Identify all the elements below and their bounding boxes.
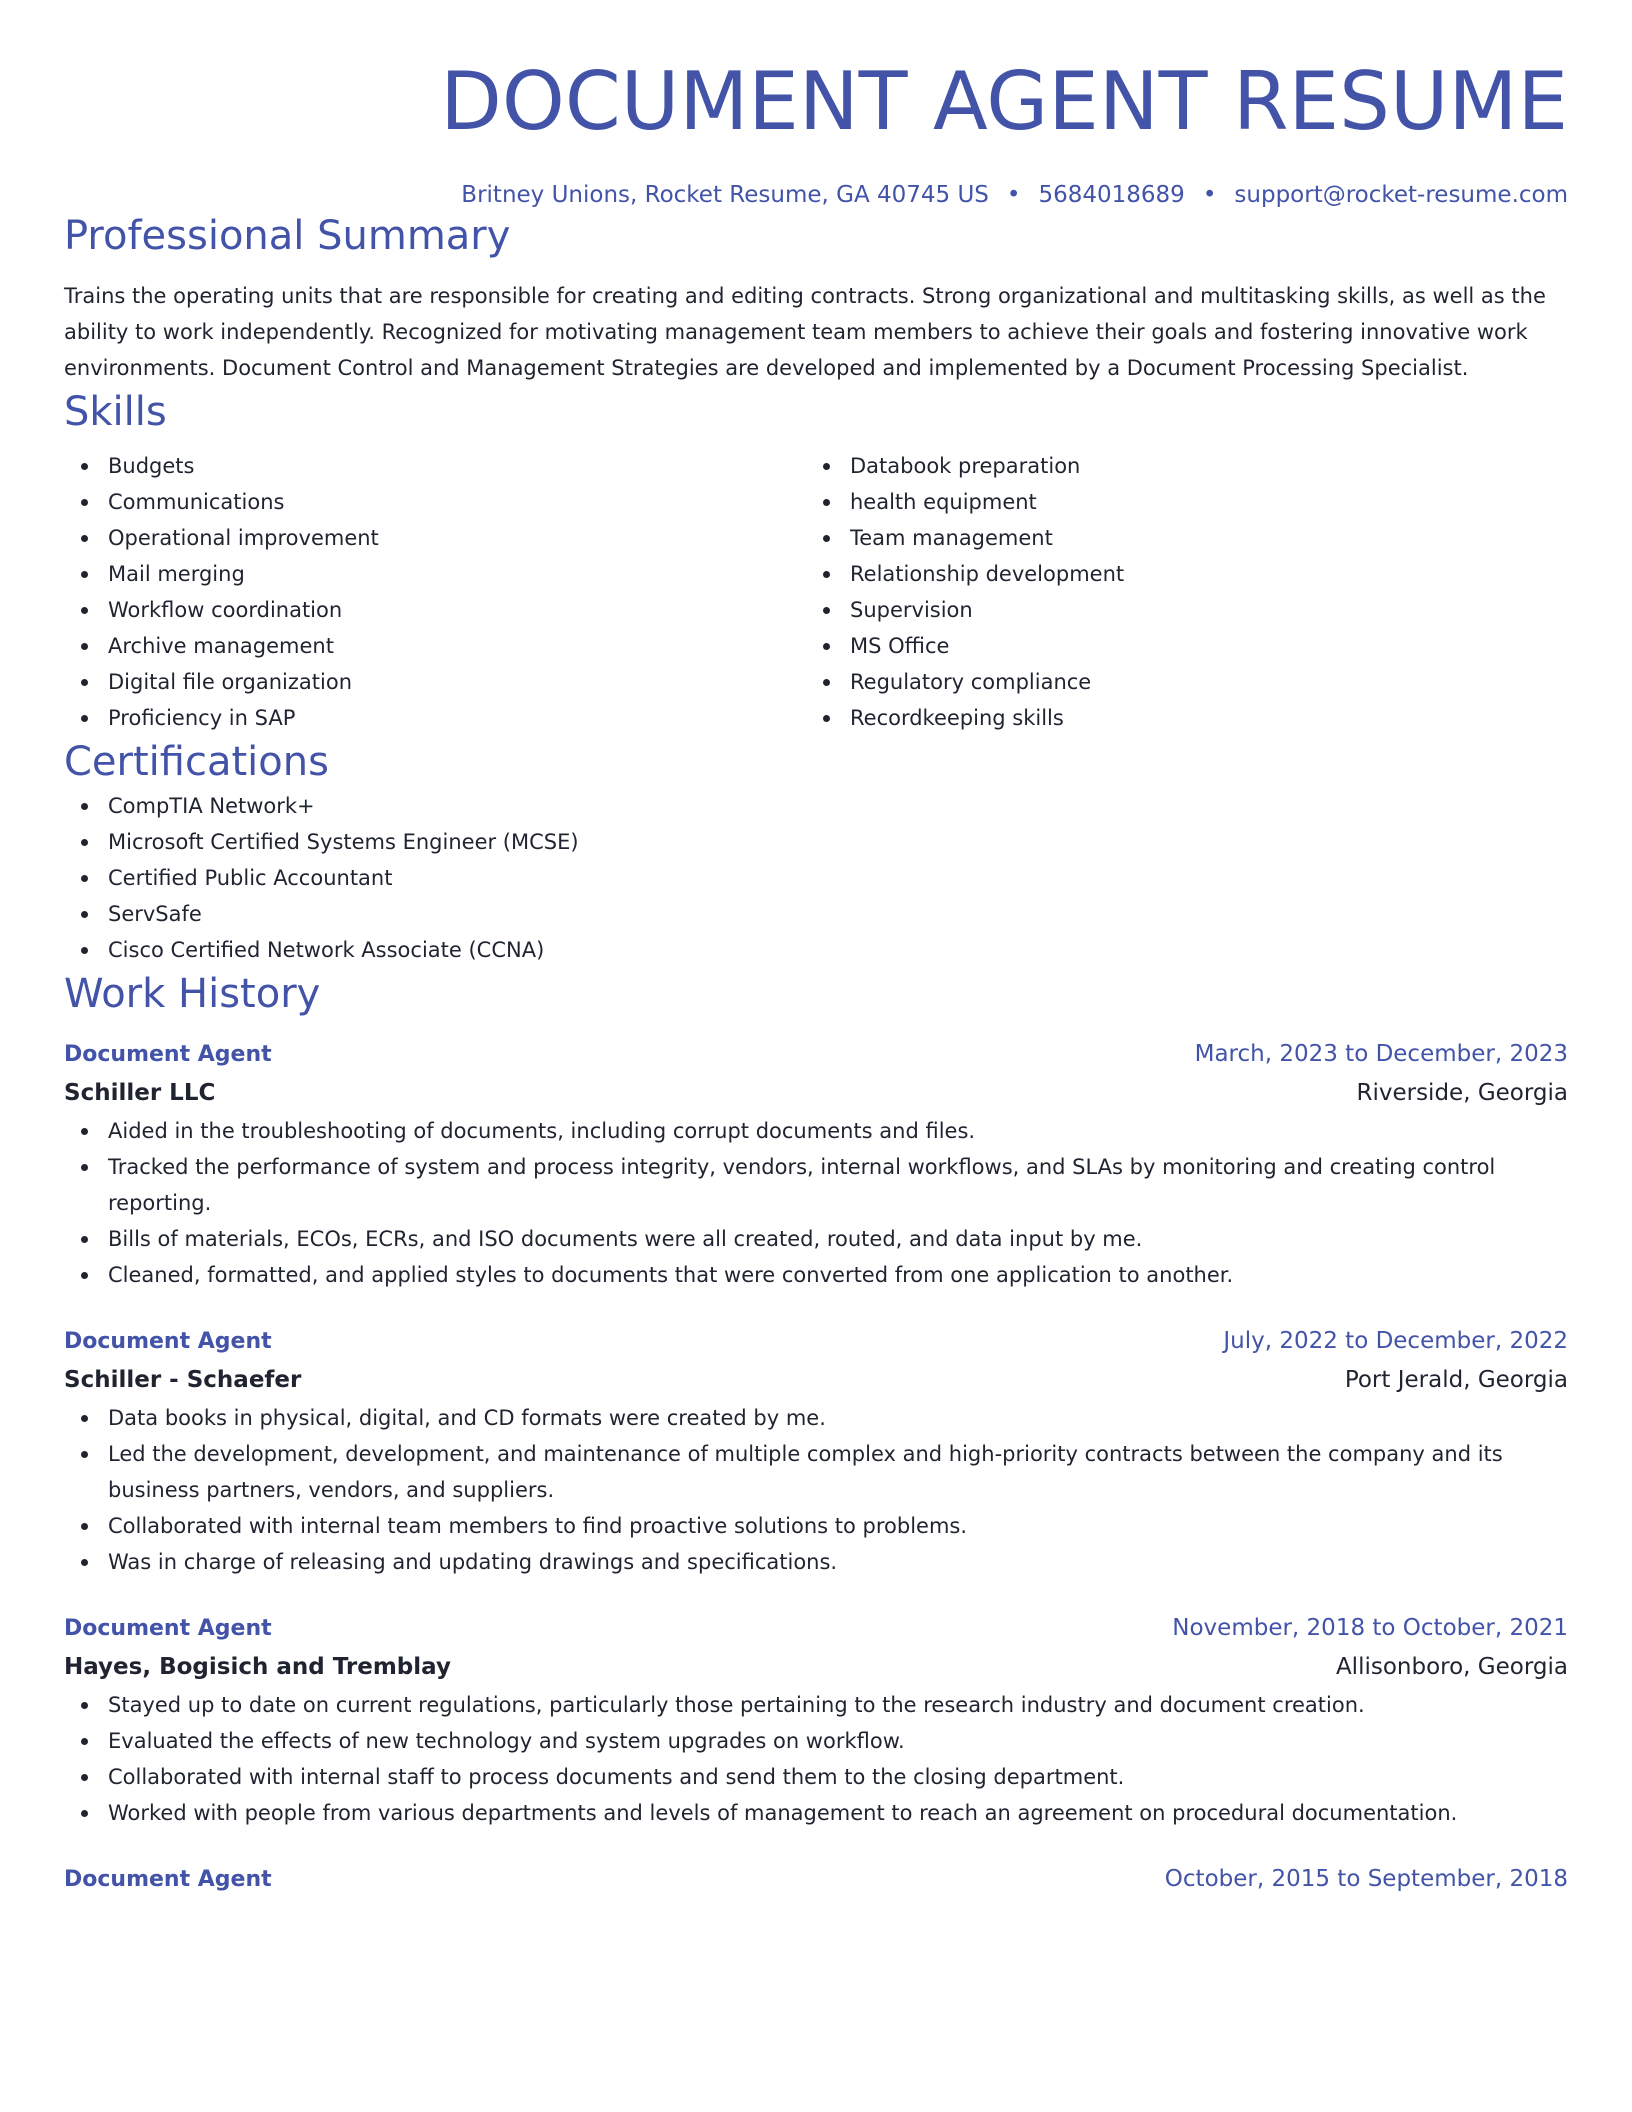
job-bullets [64,1400,1568,1580]
job-bullet: Evaluated the effects of new technology and system upgrades on workflow. [64,1723,1568,1759]
job-bullets [64,1113,1568,1293]
work-history-heading: Work History [64,971,321,1017]
skill-item: Recordkeeping skills [806,700,1548,736]
skill-item: Digital file organization [64,664,806,700]
summary-heading: Professional Summary [64,213,511,259]
skills-column-left [64,448,806,736]
skill-item: Operational improvement [64,520,806,556]
skill-item: Team management [806,520,1548,556]
job-location: Riverside, Georgia [1356,1080,1568,1106]
job-bullet: Aided in the troubleshooting of documents, including corrupt documents and files. [64,1113,1568,1149]
contact-email: support@rocket-resume.com [1234,182,1568,208]
skill-item: Budgets [64,448,806,484]
job-company-row [64,1647,1568,1687]
certification-item: Microsoft Certified Systems Engineer (MCSE) [64,824,1568,860]
skill-item: Regulatory compliance [806,664,1548,700]
job-location: Allisonboro, Georgia [1335,1654,1568,1680]
certifications-list [64,788,1568,968]
job-location: Port Jerald, Georgia [1344,1367,1568,1393]
skill-item: Databook preparation [806,448,1548,484]
job-bullet: Bills of materials, ECOs, ECRs, and ISO documents were all created, routed, and data input by me. [64,1221,1568,1257]
job-company: Schiller LLC [64,1080,216,1106]
certification-item: ServSafe [64,896,1568,932]
job-bullet: Cleaned, formatted, and applied styles to documents that were converted from one application to another. [64,1257,1568,1293]
job-bullet: Tracked the performance of system and process integrity, vendors, internal workflows, and SLAs by monitoring and creating control reporting. [64,1149,1568,1221]
job-header-row [64,1610,1568,1647]
skills-list-left [64,448,806,736]
job-bullet: Was in charge of releasing and updating drawings and specifications. [64,1544,1568,1580]
job-title: Document Agent [64,1616,272,1641]
job-company: Hayes, Bogisich and Tremblay [64,1654,451,1680]
skills-columns [64,448,1568,736]
contact-separator: • [1202,182,1217,208]
skills-column-right [806,448,1548,736]
job-dates: July, 2022 to December, 2022 [1223,1328,1568,1354]
job-entry [64,1861,1568,1897]
resume-page [64,0,1568,1897]
certifications-heading: Certifications [64,739,329,785]
summary-text: Trains the operating units that are responsible for creating and editing contracts. Strong organizational and multitasking skills, as well as the ability to work independently. Recognized for motivating management team members to achieve their goals and fostering innovative work environments. Document Control and Management Strategies are developed and implemented by a Document Processing Specialist. [64,284,1546,380]
skill-item: Archive management [64,628,806,664]
certification-item: Cisco Certified Network Associate (CCNA) [64,932,1568,968]
job-company: Schiller - Schaefer [64,1367,302,1393]
skills-list-right [806,448,1548,736]
skill-item: Communications [64,484,806,520]
job-title: Document Agent [64,1042,272,1067]
contact-address: Britney Unions, Rocket Resume, GA 40745 US [461,182,989,208]
skill-item: health equipment [806,484,1548,520]
contact-separator: • [1006,182,1021,208]
job-entry [64,1323,1568,1580]
job-bullet: Stayed up to date on current regulations, particularly those pertaining to the research industry and document creation. [64,1687,1568,1723]
job-bullet: Data books in physical, digital, and CD formats were created by me. [64,1400,1568,1436]
job-header-row [64,1036,1568,1073]
job-bullet: Collaborated with internal staff to process documents and send them to the closing department. [64,1759,1568,1795]
certification-item: CompTIA Network+ [64,788,1568,824]
job-bullets [64,1687,1568,1831]
certification-item: Certified Public Accountant [64,860,1568,896]
skills-heading: Skills [64,389,167,435]
job-dates: October, 2015 to September, 2018 [1164,1866,1568,1892]
job-bullet: Collaborated with internal team members to find proactive solutions to problems. [64,1508,1568,1544]
job-entry [64,1610,1568,1831]
skill-item: MS Office [806,628,1548,664]
skill-item: Workflow coordination [64,592,806,628]
job-dates: November, 2018 to October, 2021 [1172,1615,1568,1641]
job-entry [64,1036,1568,1293]
skill-item: Supervision [806,592,1548,628]
job-company-row [64,1073,1568,1113]
job-title: Document Agent [64,1329,272,1354]
job-company-row [64,1360,1568,1400]
contact-line [64,180,1568,210]
skill-item: Relationship development [806,556,1548,592]
contact-phone: 5684018689 [1038,182,1185,208]
resume-title: DOCUMENT AGENT RESUME [440,55,1568,148]
job-dates: March, 2023 to December, 2023 [1194,1041,1568,1067]
job-bullet: Led the development, development, and maintenance of multiple complex and high-priority contracts between the company and its business partners, vendors, and suppliers. [64,1436,1568,1508]
job-title: Document Agent [64,1867,272,1892]
job-bullet: Worked with people from various departments and levels of management to reach an agreement on procedural documentation. [64,1795,1568,1831]
job-header-row [64,1861,1568,1897]
skill-item: Proficiency in SAP [64,700,806,736]
skill-item: Mail merging [64,556,806,592]
job-header-row [64,1323,1568,1360]
